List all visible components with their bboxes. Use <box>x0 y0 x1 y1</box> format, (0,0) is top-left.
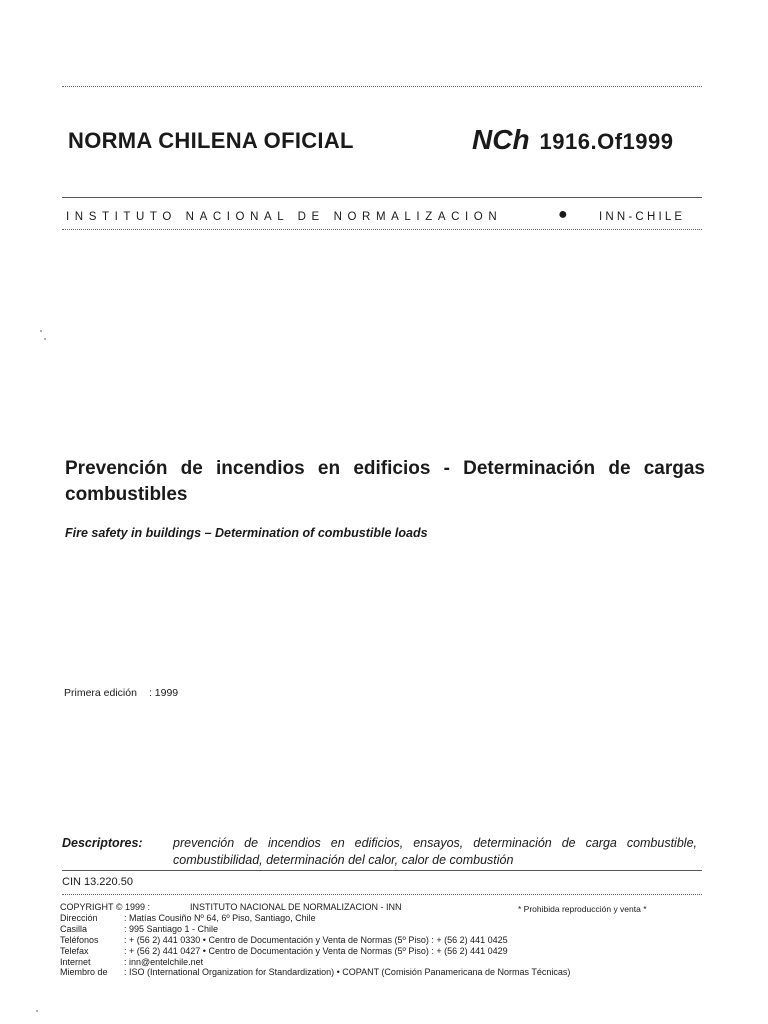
nch-label: NCh <box>472 124 530 155</box>
info-row <box>60 935 570 946</box>
scan-speck <box>40 330 42 332</box>
standard-number: 1916.Of1999 <box>539 129 674 154</box>
inn-chile: INN-CHILE <box>599 211 686 223</box>
descriptors-rule <box>62 870 702 871</box>
institute-name: INSTITUTO NACIONAL DE NORMALIZACION <box>66 211 503 223</box>
info-label: Internet <box>60 956 91 967</box>
info-row <box>60 967 570 978</box>
info-value: : + (56 2) 441 0330 • Centro de Documentación y Venta de Normas (5º Piso) : + (56 2) 441 0425 <box>124 934 508 945</box>
publisher-info <box>60 902 570 978</box>
descriptors-text: prevención de incendios en edificios, ensayos, determinación de carga combustible, combustibilidad, determinación del calor, calor de combustión <box>173 836 697 867</box>
document-title: Prevención de incendios en edificios - Determinación de cargas combustibles <box>65 458 705 505</box>
prohibited-notice: * Prohibida reproducción y venta * <box>518 904 647 914</box>
cin-rule <box>62 894 702 895</box>
edition-value: : 1999 <box>148 687 179 699</box>
info-label: Dirección <box>60 912 98 923</box>
cin-code: CIN 13.220.50 <box>62 876 133 888</box>
info-row <box>60 902 570 913</box>
header-rule-lower <box>62 229 702 230</box>
edition-info <box>64 687 178 699</box>
info-row <box>60 957 570 968</box>
info-label: Telefax <box>60 945 89 956</box>
info-value: : ISO (International Organization for Standardization) • COPANT (Comisión Panamericana de Normas Técnicas) <box>124 967 571 978</box>
header-rule-upper <box>62 197 702 198</box>
info-value: INSTITUTO NACIONAL DE NORMALIZACION - INN <box>190 902 402 912</box>
descriptors-label: Descriptores: <box>62 836 143 850</box>
scan-speck <box>36 1010 38 1012</box>
info-label: COPYRIGHT © 1999 : <box>60 902 150 912</box>
info-value: : Matías Cousiño Nº 64, 6º Piso, Santiago, Chile <box>124 912 316 923</box>
info-label: Miembro de <box>60 967 108 978</box>
info-row <box>60 946 570 957</box>
info-row <box>60 913 570 924</box>
norma-heading: NORMA CHILENA OFICIAL <box>68 128 354 153</box>
edition-label: Primera edición <box>64 687 137 699</box>
top-rule <box>62 86 702 87</box>
info-row <box>60 924 570 935</box>
standard-code <box>472 124 673 156</box>
info-label: Casilla <box>60 923 88 934</box>
info-value: : inn@entelchile.net <box>124 956 204 967</box>
info-value: : + (56 2) 441 0427 • Centro de Documentación y Venta de Normas (5º Piso) : + (56 2) 441 0429 <box>124 945 508 956</box>
separator-bullet: ● <box>558 206 568 223</box>
info-value: : 995 Santiago 1 - Chile <box>124 923 219 934</box>
info-label: Teléfonos <box>60 934 99 945</box>
scan-speck <box>44 338 46 340</box>
document-subtitle-english: Fire safety in buildings – Determination of combustible loads <box>65 526 428 540</box>
